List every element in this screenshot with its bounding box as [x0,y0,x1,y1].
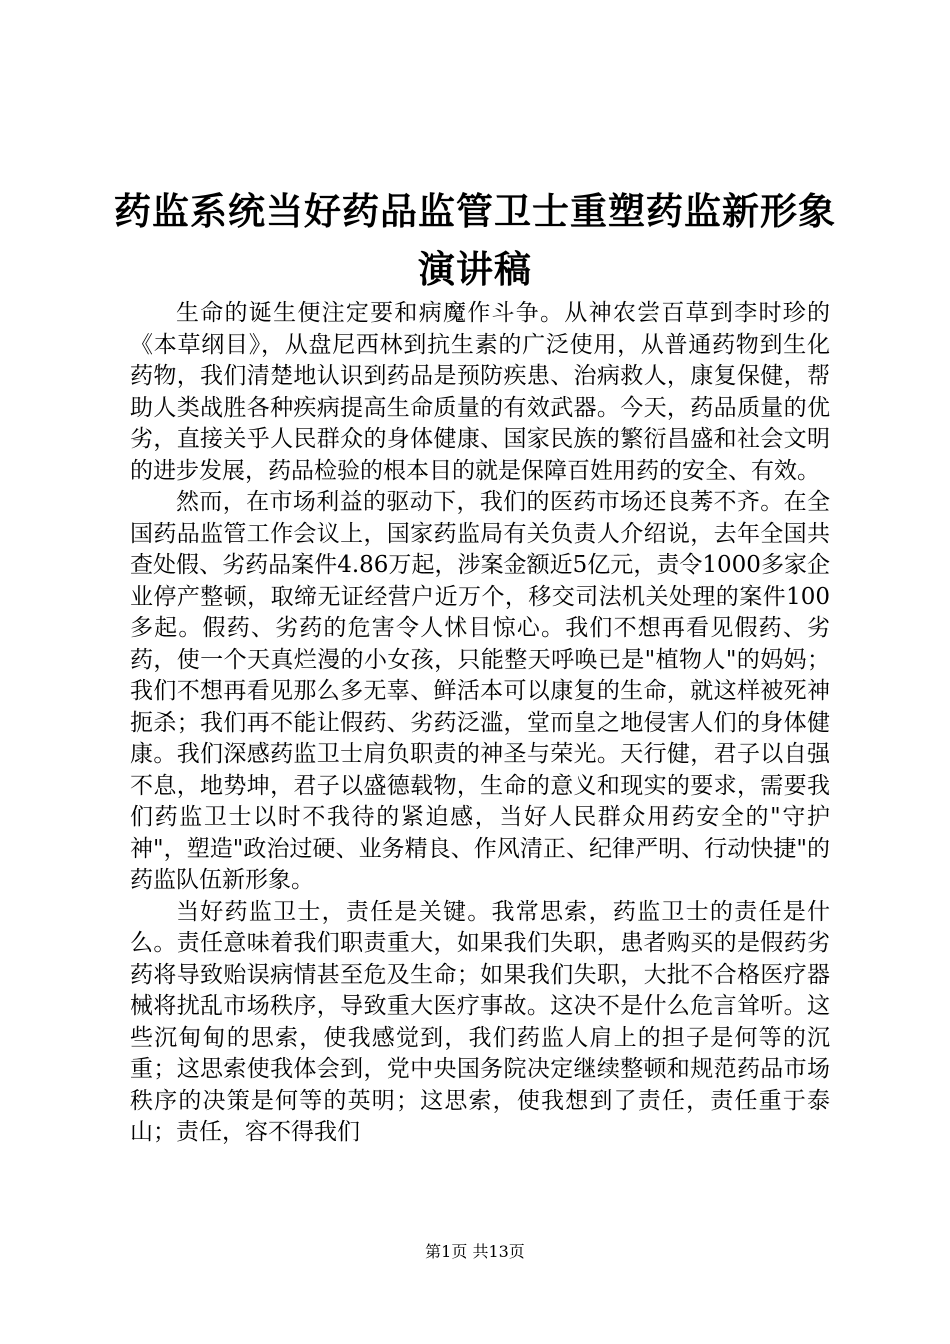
paragraph: 然而，在市场利益的驱动下，我们的医药市场还良莠不齐。在全国药品监管工作会议上，国家药监局有关负责人介绍说，去年全国共查处假、劣药品案件4.86万起，涉案金额近5亿元，责令1000多家企业停产整顿，取缔无证经营户近万个，移交司法机关处理的案件100多起。假药、劣药的危害令人怵目惊心。我们不想再看见假药、劣药，使一个天真烂漫的小女孩，只能整天呼唤已是"植物人"的妈妈；我们不想再看见那么多无辜、鲜活本可以康复的生命，就这样被死神扼杀；我们再不能让假药、劣药泛滥，堂而皇之地侵害人们的身体健康。我们深感药监卫士肩负职责的神圣与荣光。天行健，君子以自强不息，地势坤，君子以盛德载物，生命的意义和现实的要求，需要我们药监卫士以时不我待的紧迫感，当好人民群众用药安全的"守护神"，塑造"政治过硬、业务精良、作风清正、纪律严明、行动快捷"的药监队伍新形象。 [130,489,830,893]
paragraph: 当好药监卫士，责任是关键。我常思索，药监卫士的责任是什么。责任意味着我们职责重大，如果我们失职，患者购买的是假药劣药将导致贻误病情甚至危及生命；如果我们失职，大批不合格医疗器械将扰乱市场秩序，导致重大医疗事故。这决不是什么危言耸听。这些沉甸甸的思索，使我感觉到，我们药监人肩上的担子是何等的沉重；这思索使我体会到，党中央国务院决定继续整顿和规范药品市场秩序的决策是何等的英明；这思索，使我想到了责任，责任重于泰山；责任，容不得我们 [130,898,830,1145]
document-title: 药监系统当好药品监管卫士重塑药监新形象演讲稿 [114,189,836,291]
paragraph: 生命的诞生便注定要和病魔作斗争。从神农尝百草到李时珍的《本草纲目》，从盘尼西林到抗生素的广泛使用，从普通药物到生化药物，我们清楚地认识到药品是预防疾患、治病救人，康复保健，帮助人类战胜各种疾病提高生命质量的有效武器。今天，药品质量的优劣，直接关乎人民群众的身体健康、国家民族的繁衍昌盛和社会文明的进步发展，药品检验的根本目的就是保障百姓用药的安全、有效。 [130,300,830,484]
page-footer: 第1页 共13页 [425,1242,525,1261]
document-body [130,298,830,1149]
